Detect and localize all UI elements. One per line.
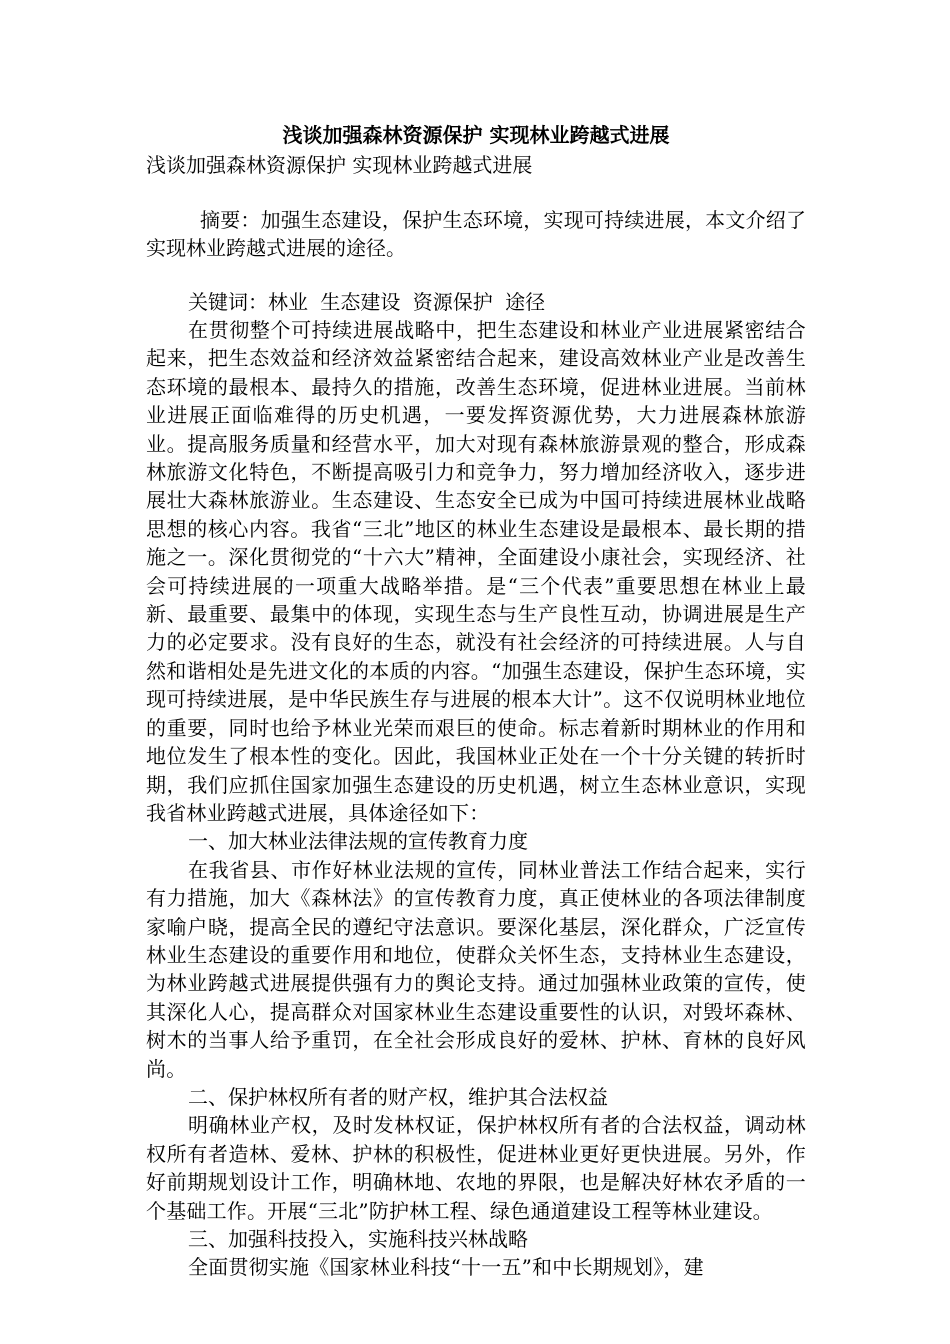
document-page [146,120,806,1282]
section-1-heading: 一、加大林业法律法规的宣传教育力度 [188,829,528,854]
section-3-paragraph: 全面贯彻实施《国家林业科技“十一五”和中长期规划》，建 [188,1255,704,1280]
section-3-heading: 三、加强科技投入，实施科技兴林战略 [188,1227,528,1251]
section-2-paragraph: 明确林业产权，及时发林权证，保护林权所有者的合法权益，调动林权所有者造林、爱林、护林的积极性，促进林业更好更快进展。另外，作好前期规划设计工作，明确林地、农地的界限，也是解决好林农矛盾的一个基础工作。开展“三北”防护林工程、绿色通道建设工程等林业建设。 [146,1113,806,1223]
intro-paragraph: 在贯彻整个可持续进展战略中，把生态建设和林业产业进展紧密结合起来，把生态效益和经济效益紧密结合起来，建设高效林业产业是改善生态环境的最根本、最持久的措施，改善生态环境，促进林业进展。当前林业进展正面临难得的历史机遇，一要发挥资源优势，大力进展森林旅游业。提高服务质量和经营水平，加大对现有森林旅游景观的整合，形成森林旅游文化特色，不断提高吸引力和竞争力，努力增加经济收入，逐步进展壮大森林旅游业。生态建设、生态安全已成为中国可持续进展林业战略思想的核心内容。我省“三北”地区的林业生态建设是最根本、最长期的措施之一。深化贯彻党的“十六大”精神，全面建设小康社会，实现经济、社会可持续进展的一项重大战略举措。是“三个代表”重要思想在林业上最新、最重要、最集中的体现，实现生态与生产良性互动，协调进展是生产力的必定要求。没有良好的生态，就没有社会经济的可持续进展。人与自然和谐相处是先进文化的本质的内容。“加强生态建设，保护生态环境，实现可持续进展，是中华民族生存与进展的根本大计”。这不仅说明林业地位的重要，同时也给予林业光荣而艰巨的使命。标志着新时期林业的作用和地位发生了根本性的变化。因此，我国林业正处在一个十分关键的转折时期，我们应抓住国家加强生态建设的历史机遇，树立生态林业意识，实现我省林业跨越式进展，具体途径如下： [146,318,806,825]
section-1-paragraph: 在我省县、市作好林业法规的宣传，同林业普法工作结合起来，实行有力措施，加大《森林法》的宣传教育力度，真正使林业的各项法律制度家喻户晓，提高全民的遵纪守法意识。要深化基层，深化群众，广泛宣传林业生态建设的重要作用和地位，使群众关怀生态，支持林业生态建设，为林业跨越式进展提供强有力的舆论支持。通过加强林业政策的宣传，使其深化人心，提高群众对国家林业生态建设重要性的认识，对毁坏森林、树木的当事人给予重罚，在全社会形成良好的爱林、护林、育林的良好风尚。 [146,857,806,1081]
document-subtitle: 浅谈加强森林资源保护 实现林业跨越式进展 [146,153,533,177]
document-title: 浅谈加强森林资源保护 实现林业跨越式进展 [282,123,670,147]
abstract-paragraph: 摘要：加强生态建设，保护生态环境，实现可持续进展，本文介绍了实现林业跨越式进展的途径。 [146,208,806,260]
section-2-heading: 二、保护林权所有者的财产权，维护其合法权益 [188,1084,608,1109]
keywords-line: 关键词：林业 生态建设 资源保护 途径 [188,290,546,314]
